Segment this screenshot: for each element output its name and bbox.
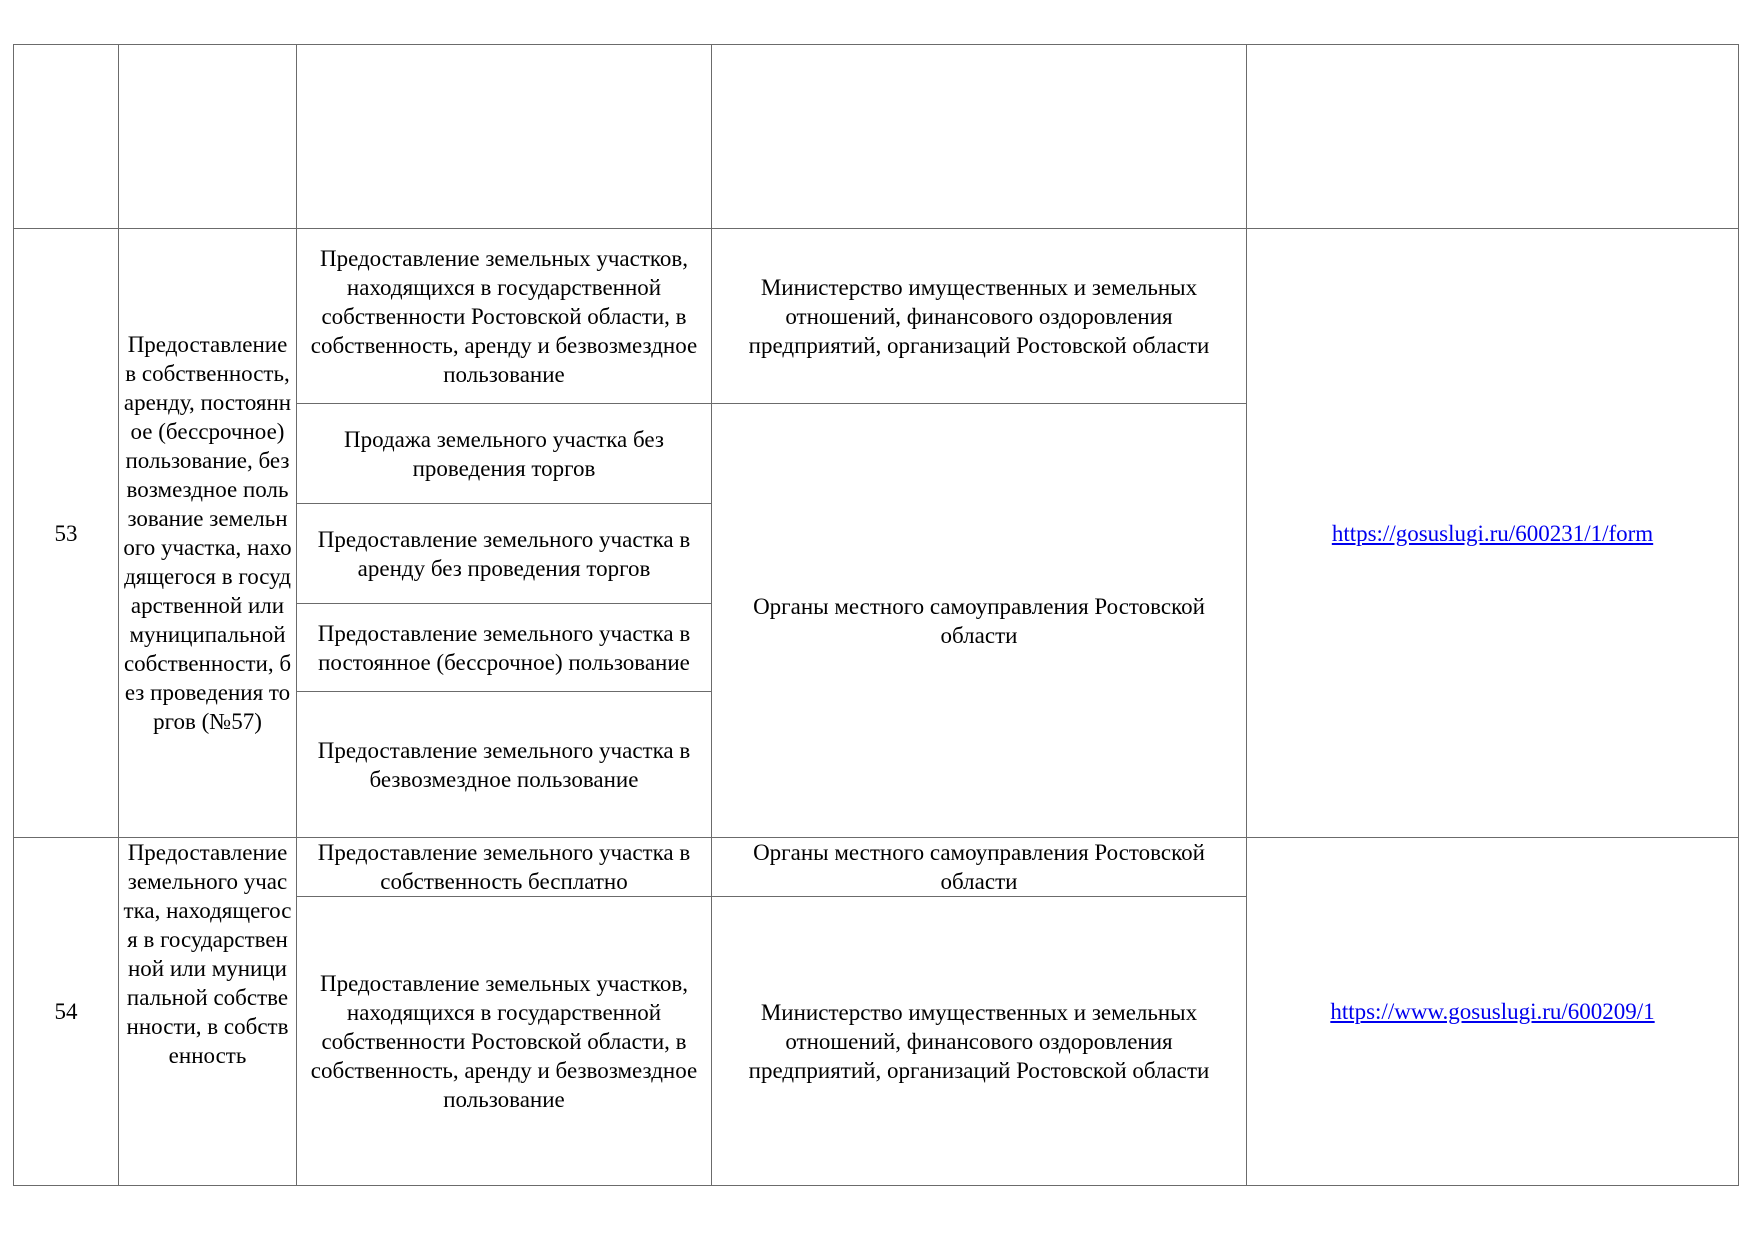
authority: Министерство имущественных и земельных отношений, финансового оздоровления предприятий, организаций Ростовской области [712,229,1247,404]
row-number: 54 [14,838,119,1186]
subservice: Предоставление земельного участка в аренду без проведения торгов [297,504,712,604]
authority: Органы местного самоуправления Ростовской области [712,838,1247,897]
table-cell [297,45,712,229]
service-name: Предоставление земельного участка, находящегося в государственной или муниципальной собственности, в собственность [119,838,297,1186]
service-name: Предоставление в собственность, аренду, постоянное (бессрочное) пользование, безвозмездное пользование земельного участка, находящегося в государственной или муниципальной собственности, без проведения торгов (№57) [119,229,297,838]
table-cell [1247,45,1739,229]
table-cell [14,45,119,229]
subservice: Предоставление земельного участка в безвозмездное пользование [297,692,712,838]
gosuslugi-link[interactable]: https://www.gosuslugi.ru/600209/1 [1330,999,1655,1024]
subservice: Предоставление земельных участков, находящихся в государственной собственности Ростовской области, в собственность, аренду и безвозмездное пользование [297,897,712,1186]
table-cell [712,45,1247,229]
link-cell [1247,838,1739,1186]
subservice: Предоставление земельного участка в собственность бесплатно [297,838,712,897]
authority: Министерство имущественных и земельных отношений, финансового оздоровления предприятий, организаций Ростовской области [712,897,1247,1186]
subservice: Предоставление земельных участков, находящихся в государственной собственности Ростовской области, в собственность, аренду и безвозмездное пользование [297,229,712,404]
subservice: Предоставление земельного участка в постоянное (бессрочное) пользование [297,604,712,692]
table-cell [119,45,297,229]
link-cell [1247,229,1739,838]
table-row [14,838,1739,897]
authority: Органы местного самоуправления Ростовской области [712,404,1247,838]
services-table [13,44,1739,1186]
table-row [14,45,1739,229]
table-row [14,229,1739,404]
row-number: 53 [14,229,119,838]
gosuslugi-link[interactable]: https://gosuslugi.ru/600231/1/form [1331,520,1654,546]
subservice: Продажа земельного участка без проведения торгов [297,404,712,504]
